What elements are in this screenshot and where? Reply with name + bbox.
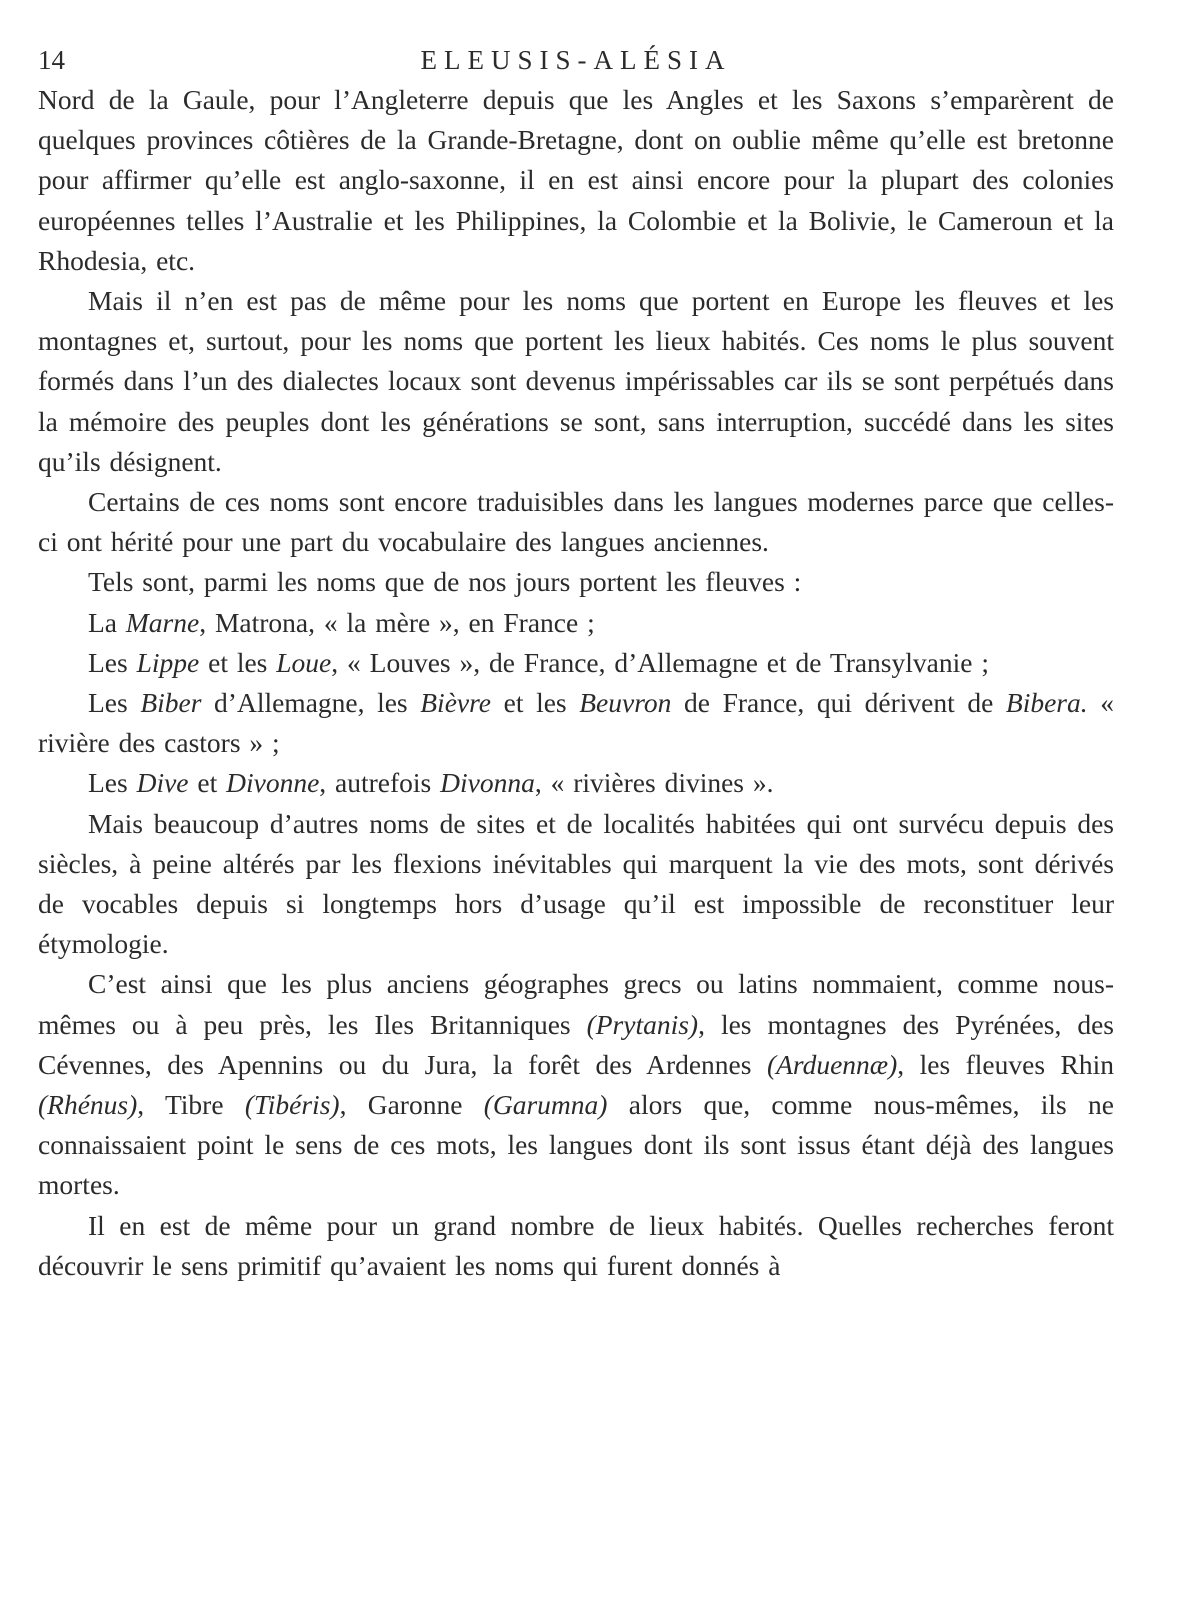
italic-term: Loue <box>276 646 332 678</box>
paragraph <box>38 281 1114 482</box>
text-run: Nord de la Gaule, pour l’Angleterre depuis que les Angles et les Saxons s’emparèrent de quelques provinces côtières de la Grande-Bretagne, dont on oublie même qu’elle est bretonne pour affirmer qu’elle est anglo-saxonne, il en est ainsi encore pour la plupart des colonies européennes telles l’Australie et les Philippines, la Colombie et la Bolivie, le Cameroun et la Rhodesia, etc. <box>38 84 1114 276</box>
running-title: ELEUSIS-ALÉSIA <box>420 45 732 75</box>
paragraph <box>38 643 1114 683</box>
italic-term: Dive <box>136 767 189 799</box>
italic-term: Bièvre <box>420 687 491 719</box>
italic-term: (Arduennæ) <box>766 1048 898 1080</box>
body-text <box>38 80 1114 1286</box>
italic-term: (Garumna) <box>483 1089 608 1121</box>
text-run: , Matrona, « la mère », en France ; <box>199 606 595 638</box>
italic-term: Biber <box>140 687 202 719</box>
text-run: C’est ainsi que les plus anciens géographes grecs ou latins nommaient, comme nous-mêmes ou à peu près, les Iles Britanniques <box>38 968 1114 1040</box>
text-run: Certains de ces noms sont encore traduisibles dans les langues modernes parce que celles-ci ont hérité pour une part du vocabulaire des langues anciennes. <box>38 486 1114 558</box>
text-run: , les fleuves Rhin <box>897 1048 1114 1080</box>
text-run: Les <box>88 767 137 799</box>
text-run: , Tibre <box>137 1089 245 1121</box>
italic-term: Divonna <box>440 767 535 799</box>
paragraph <box>38 562 1114 602</box>
text-run: et les <box>491 687 580 719</box>
text-run: Tels sont, parmi les noms que de nos jours portent les fleuves : <box>88 566 802 598</box>
text-run: La <box>88 606 126 638</box>
italic-term: (Prytanis) <box>586 1008 699 1040</box>
text-run: , « Louves », de France, d’Allemagne et de Transylvanie ; <box>331 646 989 678</box>
paragraph <box>38 964 1114 1205</box>
page-header <box>38 40 1114 80</box>
book-page <box>38 40 1114 1286</box>
paragraph <box>38 763 1114 803</box>
italic-term: (Rhénus) <box>38 1089 138 1121</box>
italic-term: Marne <box>125 606 200 638</box>
text-run: d’Allemagne, les <box>201 687 421 719</box>
text-run: de France, qui dérivent de <box>671 687 1006 719</box>
paragraph <box>38 482 1114 562</box>
italic-term: Divonne <box>226 767 320 799</box>
paragraph <box>38 80 1114 281</box>
text-run: alors que, comme nous-mêmes, ils ne connaissaient point le sens de ces mots, les langues dont ils sont issus étant déjà des langues mortes. <box>38 1089 1114 1201</box>
text-run: « rivière des castors » ; <box>38 687 1114 759</box>
italic-term: Bibera. <box>1005 687 1088 719</box>
text-run: , Garonne <box>339 1089 484 1121</box>
text-run: , autrefois <box>319 767 441 799</box>
paragraph <box>38 683 1114 763</box>
page-number: 14 <box>38 45 65 75</box>
text-run: et les <box>199 646 277 678</box>
text-run: , les montagnes des Pyrénées, des Cévennes, des Apennins ou du Jura, la forêt des Ardennes <box>38 1008 1114 1080</box>
paragraph <box>38 603 1114 643</box>
italic-term: Lippe <box>136 646 200 678</box>
text-run: Les <box>88 687 141 719</box>
italic-term: Beuvron <box>579 687 672 719</box>
text-run: et <box>188 767 227 799</box>
paragraph <box>38 804 1114 965</box>
text-run: Mais il n’en est pas de même pour les noms que portent en Europe les fleuves et les montagnes et, surtout, pour les noms que portent les lieux habités. Ces noms le plus souvent formés dans l’un des dialectes locaux sont devenus impérissables car ils se sont perpétués dans la mémoire des peuples dont les générations se sont, sans interruption, succédé dans les sites qu’ils désignent. <box>38 285 1114 477</box>
text-run: Il en est de même pour un grand nombre de lieux habités. Quelles recherches feront découvrir le sens primitif qu’avaient les noms qui furent donnés à <box>38 1209 1114 1281</box>
paragraph <box>38 1206 1114 1286</box>
text-run: , « rivières divines ». <box>534 767 774 799</box>
text-run: Mais beaucoup d’autres noms de sites et de localités habitées qui ont survécu depuis des siècles, à peine altérés par les flexions inévitables qui marquent la vie des mots, sont dérivés de vocables depuis si longtemps hors d’usage qu’il est impossible de reconstituer leur étymologie. <box>38 807 1114 960</box>
italic-term: (Tibéris) <box>244 1089 340 1121</box>
text-run: Les <box>88 646 137 678</box>
